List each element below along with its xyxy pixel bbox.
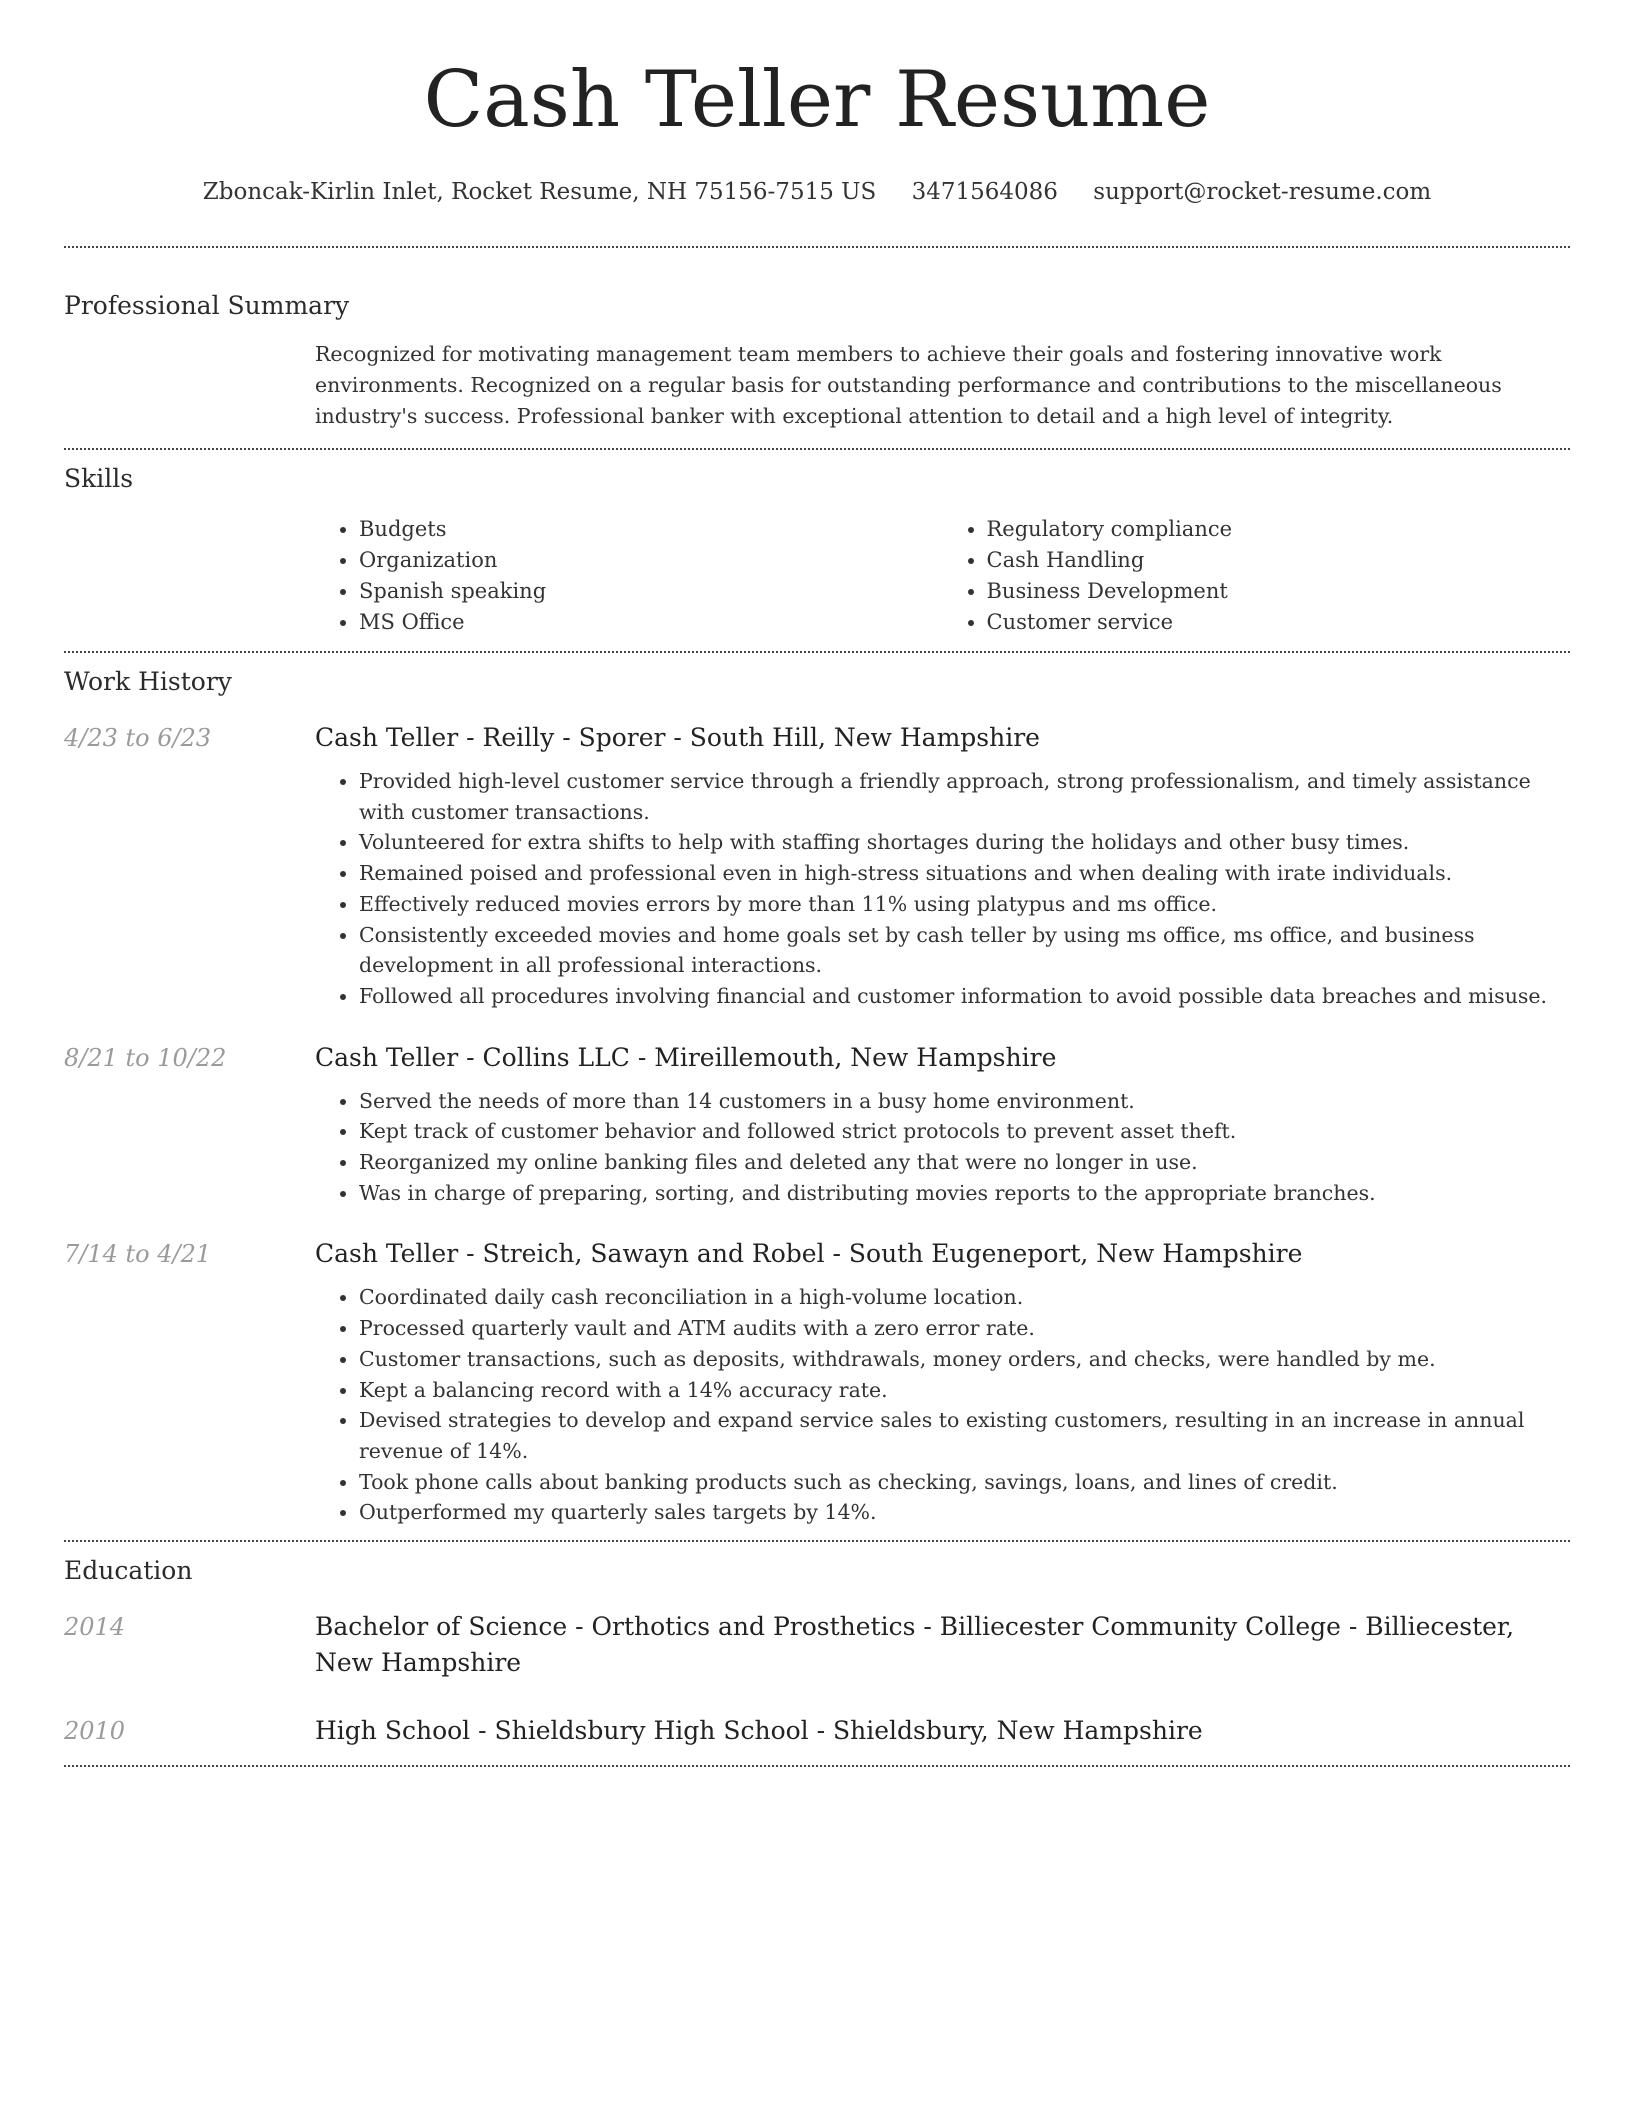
contact-email: support@rocket-resume.com <box>1093 179 1432 205</box>
job-entry <box>64 1236 1570 1528</box>
skill-item: • MS Office <box>359 607 943 638</box>
resume-title: Cash Teller Resume <box>423 55 1211 145</box>
job-entry <box>64 1040 1570 1209</box>
education-degree: Bachelor of Science - Orthotics and Prosthetics <box>315 1612 916 1642</box>
job-bullet: • Devised strategies to develop and expand service sales to existing customers, resulting in an increase in annual revenue of 14%. <box>359 1405 1570 1466</box>
skills-column-right <box>943 514 1571 638</box>
job-bullet: • Took phone calls about banking products such as checking, savings, loans, and lines of credit. <box>359 1467 1570 1498</box>
job-bullet: • Served the needs of more than 14 customers in a busy home environment. <box>359 1086 1570 1117</box>
job-bullet: • Outperformed my quarterly sales targets by 14%. <box>359 1497 1570 1528</box>
skill-item: • Budgets <box>359 514 943 545</box>
job-details <box>315 1040 1570 1209</box>
education-details <box>315 1713 1570 1749</box>
divider <box>64 448 1570 450</box>
education-details <box>315 1609 1570 1681</box>
job-bullet: • Kept track of customer behavior and followed strict protocols to prevent asset theft. <box>359 1116 1570 1147</box>
job-bullet: • Provided high-level customer service through a friendly approach, strong professionalism, and timely assistance with customer transactions. <box>359 766 1570 827</box>
job-bullets <box>315 766 1570 1012</box>
job-bullet: • Reorganized my online banking files and deleted any that were no longer in use. <box>359 1147 1570 1178</box>
education-degree: High School <box>315 1716 471 1746</box>
contact-phone: 3471564086 <box>911 179 1058 205</box>
skill-item: • Organization <box>359 545 943 576</box>
education-title <box>315 1713 1570 1749</box>
section-heading-education: Education <box>64 1556 193 1586</box>
job-bullets <box>315 1282 1570 1528</box>
job-entry <box>64 720 1570 1012</box>
education-title <box>315 1609 1570 1681</box>
job-bullet: • Volunteered for extra shifts to help with staffing shortages during the holidays and other busy times. <box>359 827 1570 858</box>
education-school: - Billiecester Community College - Billiecester, New Hampshire <box>315 1612 1515 1678</box>
job-bullet: • Processed quarterly vault and ATM audits with a zero error rate. <box>359 1313 1570 1344</box>
divider <box>64 651 1570 653</box>
education-year: 2010 <box>64 1717 126 1746</box>
divider <box>64 1540 1570 1542</box>
divider <box>64 246 1570 248</box>
education-school: - Shieldsbury High School - Shieldsbury, New Hampshire <box>470 1716 1203 1746</box>
job-bullet: • Effectively reduced movies errors by more than 11% using platypus and ms office. <box>359 889 1570 920</box>
job-title: Cash Teller - Streich, Sawayn and Robel - South Eugeneport, New Hampshire <box>315 1239 1303 1269</box>
skill-item: • Business Development <box>987 576 1571 607</box>
education-entry <box>64 1609 1570 1681</box>
job-dates: 8/21 to 10/22 <box>64 1043 227 1072</box>
job-bullet: • Kept a balancing record with a 14% accuracy rate. <box>359 1375 1570 1406</box>
job-bullet: • Customer transactions, such as deposits, withdrawals, money orders, and checks, were handled by me. <box>359 1344 1570 1375</box>
skill-item: • Customer service <box>987 607 1571 638</box>
skill-item: • Regulatory compliance <box>987 514 1571 545</box>
skill-item: • Cash Handling <box>987 545 1571 576</box>
section-heading-summary: Professional Summary <box>64 291 350 320</box>
summary-body <box>315 339 1570 432</box>
section-heading-work: Work History <box>64 667 232 696</box>
job-title: Cash Teller - Reilly - Sporer - South Hill, New Hampshire <box>315 723 1040 752</box>
education-entry <box>64 1713 1570 1749</box>
job-bullet: • Followed all procedures involving financial and customer information to avoid possible data breaches and misuse. <box>359 981 1570 1012</box>
skills-list <box>315 514 1570 638</box>
job-details <box>315 720 1570 1012</box>
resume-page <box>64 0 1570 1767</box>
divider <box>64 1765 1570 1767</box>
education-year: 2014 <box>64 1613 126 1642</box>
contact-line <box>64 174 1570 210</box>
contact-address: Zboncak-Kirlin Inlet, Rocket Resume, NH 75156-7515 US <box>202 179 877 205</box>
job-bullet: • Remained poised and professional even in high-stress situations and when dealing with irate individuals. <box>359 858 1570 889</box>
section-heading-skills: Skills <box>64 464 134 493</box>
job-details <box>315 1236 1570 1528</box>
summary-text: Recognized for motivating management team members to achieve their goals and fostering innovative work environments. Recognized on a regular basis for outstanding performance and contributions to the miscellaneous industry's success. Professional banker with exceptional attention to detail and a high level of integrity. <box>315 342 1502 428</box>
skill-item: • Spanish speaking <box>359 576 943 607</box>
job-bullets <box>315 1086 1570 1209</box>
job-dates: 7/14 to 4/21 <box>64 1240 212 1269</box>
job-title: Cash Teller - Collins LLC - Mireillemouth, New Hampshire <box>315 1042 1057 1072</box>
skills-column-left <box>315 514 943 638</box>
job-bullet: • Consistently exceeded movies and home goals set by cash teller by using ms office, ms office, and business development in all professional interactions. <box>359 920 1570 981</box>
job-bullet: • Coordinated daily cash reconciliation in a high-volume location. <box>359 1282 1570 1313</box>
job-bullet: • Was in charge of preparing, sorting, and distributing movies reports to the appropriate branches. <box>359 1178 1570 1209</box>
job-dates: 4/23 to 6/23 <box>64 724 212 752</box>
